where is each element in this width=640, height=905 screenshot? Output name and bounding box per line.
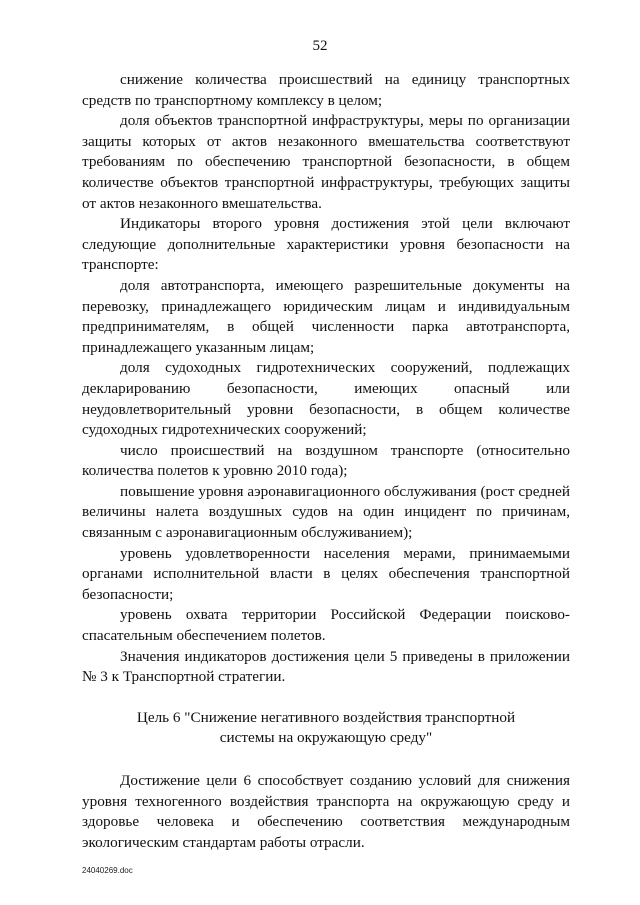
paragraph-10: Значения индикаторов достижения цели 5 приведены в приложении № 3 к Транспортной стратегии. [82,647,570,686]
section-heading-line-1: Цель 6 "Снижение негативного воздействия транспортной [136,708,516,726]
paragraph-8: уровень удовлетворенности населения мерами, принимаемыми органами исполнительной власти в целях обеспечения транспортной безопасности; [82,544,570,603]
section-heading [82,708,570,749]
paragraph-9: уровень охвата территории Российской Федерации поисково-спасательным обеспечением полетов. [82,606,570,645]
paragraph-6: число происшествий на воздушном транспорте (относительно количества полетов к уровню 2010 года); [82,441,570,480]
paragraph-4: доля автотранспорта, имеющего разрешительные документы на перевозку, принадлежащего юридическим лицам и индивидуальным предпринимателям, в общей численности парка автотранспорта, принадлежащего указанным лицам; [82,276,570,356]
page-number: 52 [312,38,328,54]
paragraph-3: Индикаторы второго уровня достижения этой цели включают следующие дополнительные характеристики уровня безопасности на транспорте: [82,215,570,274]
paragraph-11: Достижение цели 6 способствует созданию условий для снижения уровня техногенного воздействия транспорта на окружающую среду и здоровье человека и обеспечению соответствия международным экологическим стандартам работы отрасли. [82,772,570,851]
paragraph-5: доля судоходных гидротехнических сооружений, подлежащих декларированию безопасности, имеющих опасный или неудовлетворительный уровни безопасности, в общем количестве судоходных гидротехнических сооружений; [82,359,570,439]
paragraph-1: снижение количества происшествий на единицу транспортных средств по транспортному комплексу в целом; [82,71,570,109]
section-heading-line-2: системы на окружающую среду" [219,729,433,747]
footer-filename: 24040269.doc [82,866,133,875]
document-body [82,70,570,853]
paragraph-7: повышение уровня аэронавигационного обслуживания (рост средней величины налета воздушных судов на один инцидент по причинам, связанным с аэронавигационным обслуживанием); [82,482,570,542]
paragraph-2: доля объектов транспортной инфраструктуры, меры по организации защиты которых от актов незаконного вмешательства соответствуют требованиям по обеспечению транспортной безопасности, в общем количестве объектов транспортной инфраструктуры, требующих защиты от актов незаконного вмешательства. [82,112,570,212]
